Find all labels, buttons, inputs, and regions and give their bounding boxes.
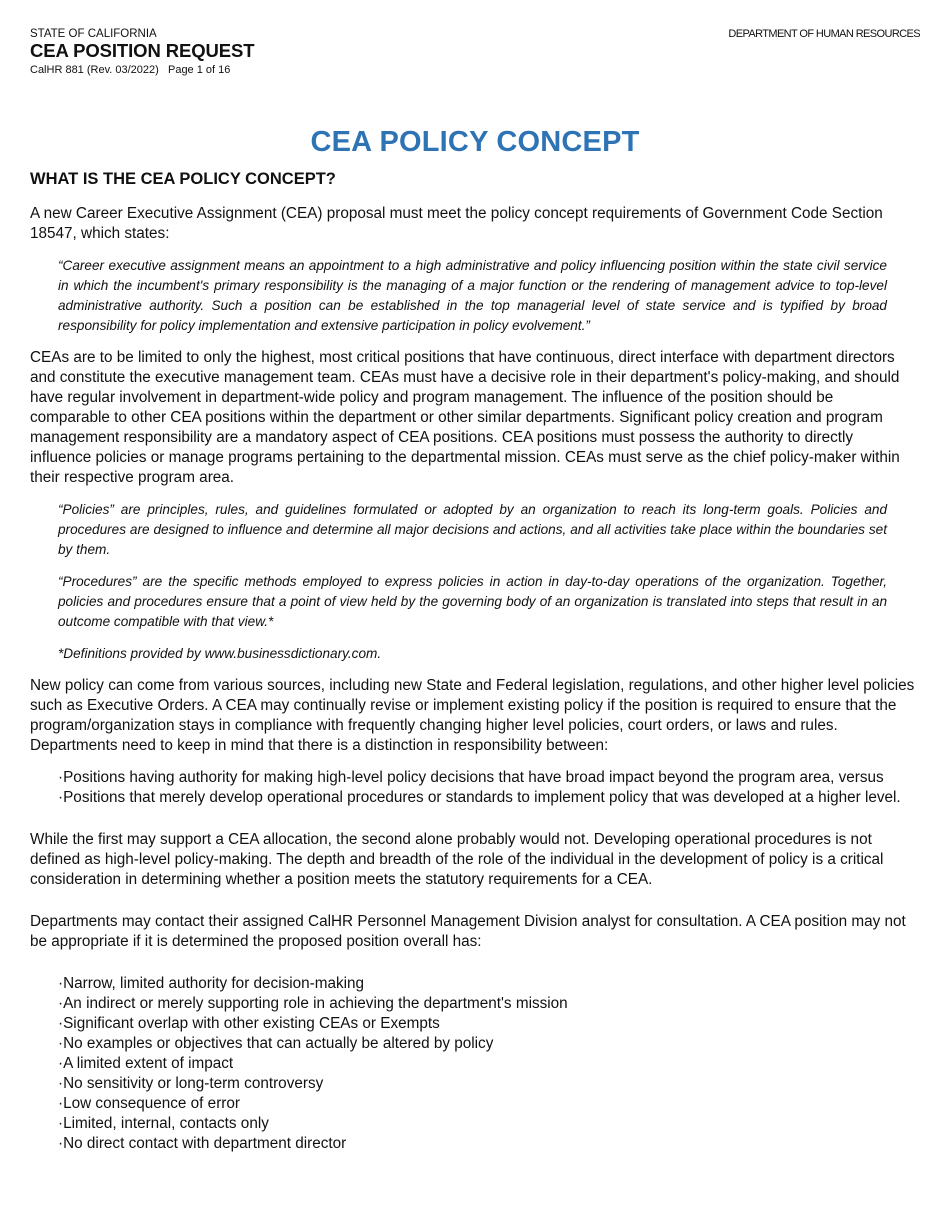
revision-text: CalHR 881 (Rev. 03/2022): [30, 64, 159, 76]
limits-paragraph: CEAs are to be limited to only the highest, most critical positions that have continuous, direct interface with department directors and constitute the executive management team. CEAs must have a decisive role in their department's policy-making, and should have regular involvement in department-wide policy and program management. The influence of the position should be comparable to other CEA positions within the department or other similar departments. Significant policy creation and program management responsibility are a mandatory aspect of CEA positions. CEA positions must possess the authority to directly influence policies or manage programs pertaining to the departmental mission. CEAs must serve as the chief policy-maker within their respective program area.: [30, 349, 900, 486]
bullet-dot: ·: [58, 789, 64, 806]
list-item: ·No sensitivity or long-term controversy: [58, 1075, 324, 1092]
page-title: CEA POLICY CONCEPT: [310, 126, 640, 158]
list-item: ·An indirect or merely supporting role in achieving the department's mission: [58, 995, 568, 1012]
form-title: CEA POSITION REQUEST: [30, 40, 255, 61]
sources-paragraph: New policy can come from various sources, including new State and Federal legislation, regulations, and other higher level policies such as Executive Orders. A CEA may continually revise or implement existing policy if the position is required to ensure that the program/organization stays in compliance with frequently changing higher level policies, court orders, or laws and rules. Departments need to keep in mind that there is a distinction in responsibility between:: [30, 677, 915, 754]
section-heading: WHAT IS THE CEA POLICY CONCEPT?: [30, 170, 336, 188]
list-item: ·A limited extent of impact: [58, 1055, 234, 1072]
bullet-dot: ·: [58, 769, 64, 786]
list-item: ·Positions having authority for making high-level policy decisions that have broad impact beyond the program area, versus: [58, 769, 884, 786]
list-item: ·Narrow, limited authority for decision-making: [58, 975, 365, 992]
form-revision: [30, 63, 254, 77]
list-item: ·Significant overlap with other existing CEAs or Exempts: [58, 1015, 440, 1032]
intro-paragraph: A new Career Executive Assignment (CEA) proposal must meet the policy concept requirements of Government Code Section 18547, which states:: [30, 205, 883, 242]
page-number: Page 1 of 16: [167, 64, 231, 76]
policies-definition: “Policies” are principles, rules, and guidelines formulated or adopted by an organization to reach its long-term goals. Policies and procedures are designed to influence and determine all major decisions and actions, and all activities take place within the boundaries set by them.: [58, 502, 887, 557]
department-label: DEPARTMENT OF HUMAN RESOURCES: [728, 28, 920, 40]
contact-paragraph: Departments may contact their assigned CalHR Personnel Management Division analyst for consultation. A CEA position may not be appropriate if it is determined the proposed position overall has:: [30, 913, 906, 950]
state-label: STATE OF CALIFORNIA: [30, 28, 157, 40]
document-body: [30, 168, 915, 1166]
list-item: ·Positions that merely develop operational procedures or standards to implement policy that was developed at a higher level.: [58, 789, 901, 806]
statute-quote: “Career executive assignment means an appointment to a high administrative and policy influencing position within the state civil service in which the incumbent's primary responsibility is the managing of a major function or the rendering of management advice to top-level administrative authority. Such a position can be established in the top managerial level of state service and is typified by broad responsibility for policy implementation and extensive participation in policy evolvement.”: [58, 258, 887, 333]
distinction-list: [58, 768, 915, 808]
form-header: [30, 28, 254, 77]
definitions-note: *Definitions provided by www.businessdictionary.com.: [58, 646, 382, 661]
list-item: ·Limited, internal, contacts only: [58, 1115, 269, 1132]
list-item: ·Low consequence of error: [58, 1095, 240, 1112]
inappropriate-list: [58, 974, 915, 1154]
list-item: ·No direct contact with department director: [58, 1135, 347, 1152]
list-item: ·No examples or objectives that can actually be altered by policy: [58, 1035, 494, 1052]
first-paragraph: While the first may support a CEA allocation, the second alone probably would not. Developing operational procedures is not defined as high-level policy-making. The depth and breadth of the role of the individual in the development of policy is a critical consideration in determining whether a position meets the statutory requirements for a CEA.: [30, 831, 884, 888]
procedures-definition: “Procedures” are the specific methods employed to express policies in action in day-to-day operations of the organization. Together, policies and procedures ensure that a point of view held by the governing body of an organization is translated into steps that result in an outcome compatible with that view.*: [58, 574, 887, 629]
